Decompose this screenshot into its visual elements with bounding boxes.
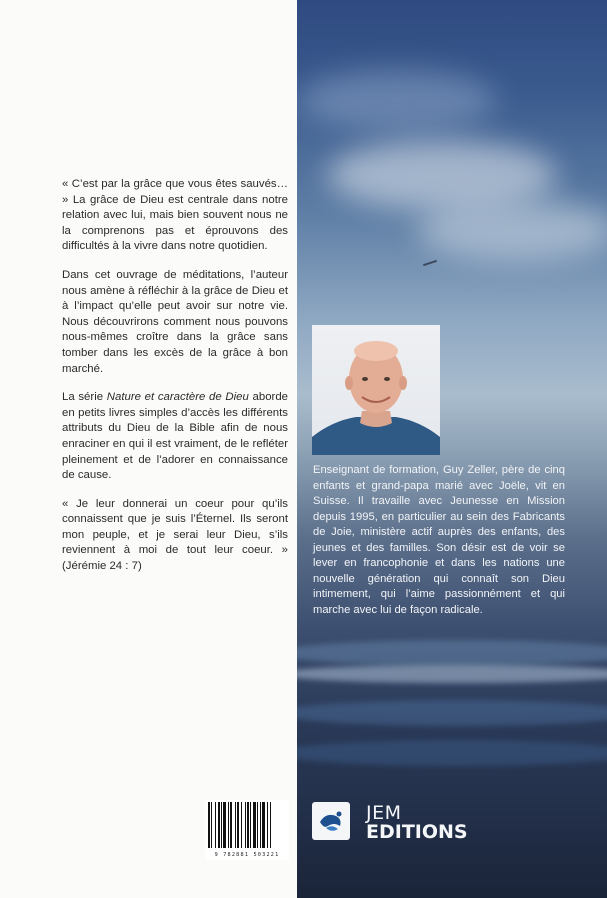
- cloud: [297, 70, 497, 130]
- cloud: [417, 200, 607, 260]
- wave: [297, 665, 607, 683]
- author-photo: [312, 325, 440, 455]
- text-panel: [0, 0, 297, 898]
- blurb-paragraph-3: [62, 390, 288, 484]
- bible-quote: « Je leur donnerai un coeur pour qu’ils connaissent que je suis l’Éternel. Ils seront mon peuple, et je serai leur Dieu, s’ils reviennent à moi de tout leur coeur. » (Jérémie 24 : 7): [62, 497, 288, 573]
- isbn-barcode: [205, 800, 289, 860]
- author-biography: Enseignant de formation, Guy Zeller, père de cinq enfants et grand-papa marié avec Joële, vit en Suisse. Il travaille avec Jeunesse en Mission depuis 1995, en particulier au sein des Fabricants de Joie, ministère actif auprès des enfants, des jeunes et des familles. Son désir est de voir se lever en francophonie et dans les nations une nouvelle génération qui connaît son Dieu intimement, qui l’aime passionnément et qui marche avec lui de façon radicale.: [313, 464, 565, 616]
- series-name: Nature et caractère de Dieu: [106, 391, 249, 404]
- publisher-name-line-1: JEM: [366, 802, 402, 824]
- blurb-paragraph-2: Dans cet ouvrage de méditations, l’auteur nous amène à réfléchir à la grâce de Dieu et à l’impact qu’elle peut avoir sur notre vie. Nous découvrirons comment nous pouvons nous-mêmes croître dans la grâce sans tomber dans les excès de la grâce à bon marché.: [62, 268, 288, 375]
- series-description: aborde en petits livres simples d’accès les différents attributs du Dieu de la Bible afin de nous enraciner en qui il est vraiment, de le refléter pleinement et de l’adorer en connaissance de cause.: [62, 391, 288, 482]
- wave: [297, 700, 607, 726]
- blurb: [62, 177, 288, 588]
- publisher-logo: [312, 802, 482, 848]
- wave: [297, 740, 607, 766]
- series-intro: La série: [62, 391, 107, 404]
- barcode-icon: [205, 800, 289, 852]
- author-portrait-icon: [312, 325, 440, 455]
- blurb-paragraph-1: « C’est par la grâce que vous êtes sauvés… » La grâce de Dieu est centrale dans notre relation avec lui, mais bien souvent nous ne la comprenons pas et éprouvons des difficultés à la vivre dans notre quotidien.: [62, 178, 288, 253]
- barcode-number: 9 782881 503221: [214, 852, 280, 858]
- bird-icon: [423, 260, 437, 266]
- wave: [297, 640, 607, 666]
- jem-logo-icon: [312, 802, 350, 840]
- publisher-name-line-2: EDITIONS: [366, 821, 468, 843]
